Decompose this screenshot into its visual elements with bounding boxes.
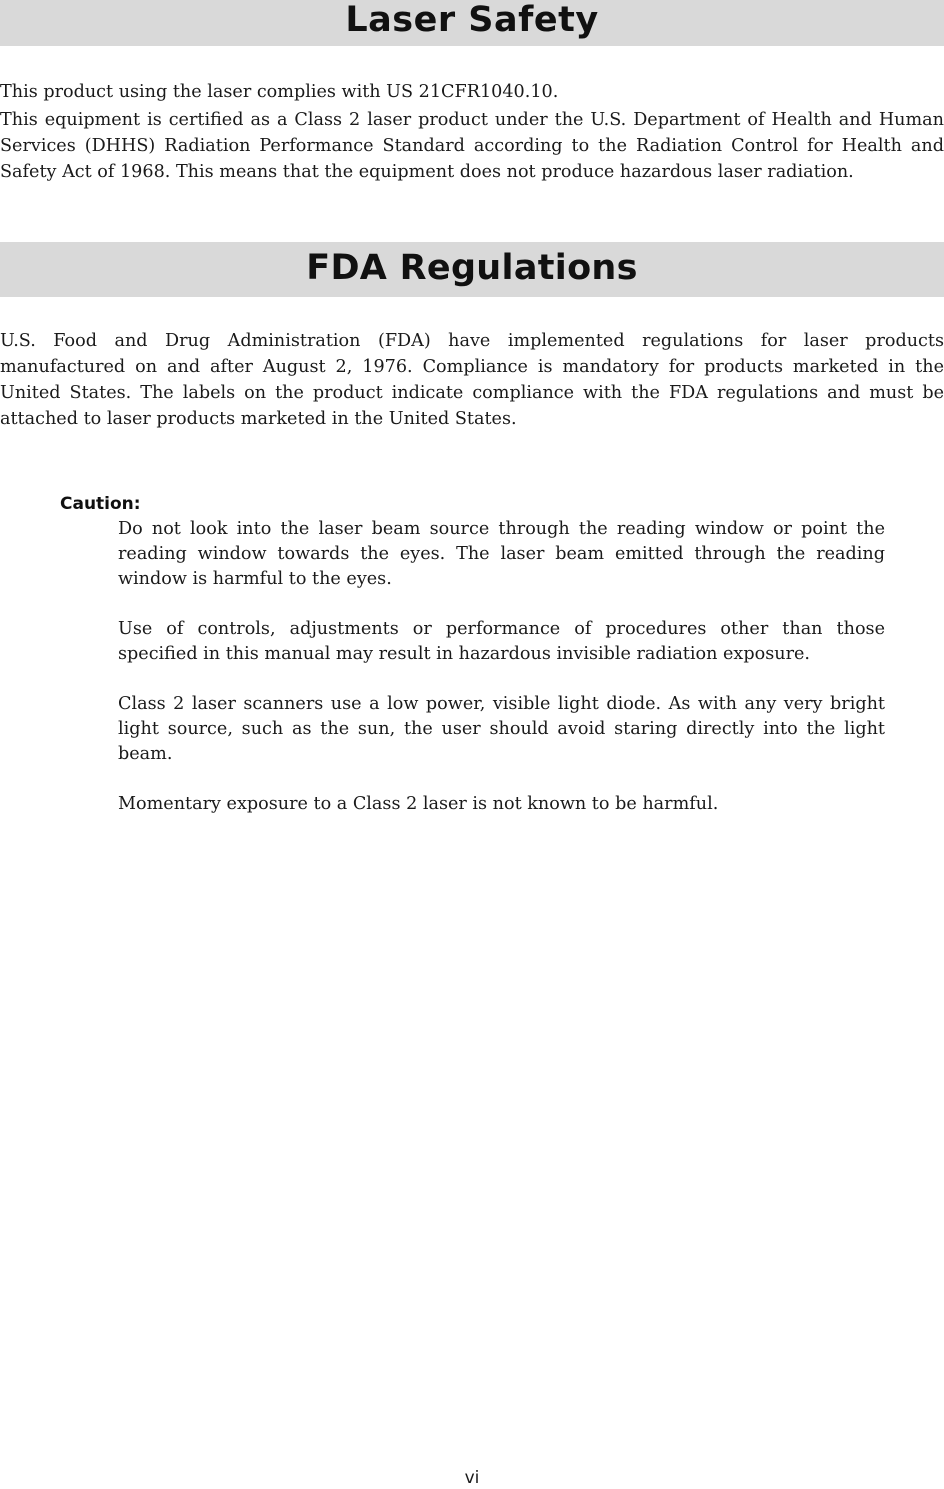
fda-regulations-heading: FDA Regulations (0, 242, 944, 297)
laser-safety-heading: Laser Safety (0, 0, 944, 46)
caution-label: Caution: (60, 494, 141, 514)
caution-paragraph-light-source: Class 2 laser scanners use a low power, visible light diode. As with any very bright light source, such as the sun, the user should avoid staring directly into the light beam. (118, 694, 885, 764)
fda-regulations-paragraph: U.S. Food and Drug Administration (FDA) have implemented regulations for laser products manufactured on and after August 2, 1976. Compliance is mandatory for products marketed in the United States. The labels on the product indicate compliance with the FDA regulations and must be attached to laser products marketed in the United States. (0, 331, 944, 429)
caution-paragraph-eyes: Do not look into the laser beam source through the reading window or point the reading window towards the eyes. The laser beam emitted through the reading window is harmful to the eyes. (118, 519, 885, 589)
page-number: vi (464, 1468, 480, 1488)
laser-compliance-paragraph: This product using the laser complies with US 21CFR1040.10. (0, 82, 559, 102)
caution-paragraph-controls: Use of controls, adjustments or performance of procedures other than those specified in this manual may result in hazardous invisible radiation exposure. (118, 619, 885, 664)
laser-certification-paragraph: This equipment is certified as a Class 2 laser product under the U.S. Department of Health and Human Services (DHHS) Radiation Performance Standard according to the Radiation Control for Health and Safety Act of 1968. This means that the equipment does not produce hazardous laser radiation. (0, 110, 944, 182)
caution-paragraph-momentary-exposure: Momentary exposure to a Class 2 laser is not known to be harmful. (118, 794, 719, 814)
